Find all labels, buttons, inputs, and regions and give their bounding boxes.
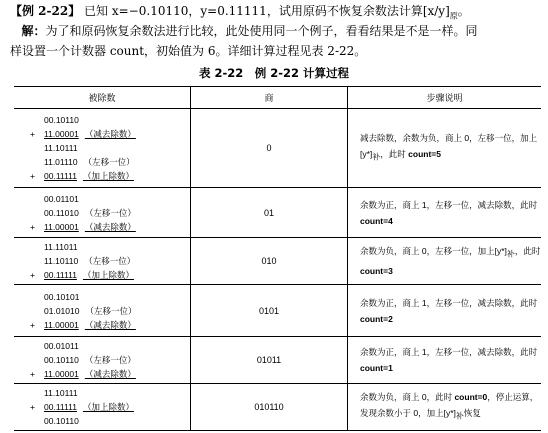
binary-value: 00.10110 (44, 416, 79, 426)
binary-value: 00.01101 (44, 193, 79, 204)
desc-part-desc-a: 余数为正，商上 1，左移一位，减去除数，此时 (360, 347, 538, 357)
step-label: （左移一位） (83, 157, 135, 167)
step-description (348, 109, 542, 188)
step-label: （左移一位） (84, 355, 136, 365)
binary-value: 11.10110 (44, 256, 79, 266)
desc-part-desc-count: count=1 (360, 363, 393, 373)
desc-part-desc-a: 余数为负，商上 0，此时 (360, 392, 455, 403)
desc-part-desc-a: 余数为负，商上 0，左移一位，加上[y*] (360, 246, 507, 257)
calc-line (30, 268, 190, 282)
table-row (14, 188, 541, 238)
table-caption: 表 2-22 例 2-22 计算过程 (198, 66, 350, 80)
quotient-cell: 01011 (191, 337, 348, 384)
header-quotient: 商 (191, 87, 348, 109)
table-row (14, 238, 541, 285)
calc-line (44, 414, 190, 428)
binary-value: 11.01110 (44, 157, 78, 167)
calc-line (44, 304, 190, 318)
operator-sign: + (30, 221, 35, 232)
step-label: （加上除数） (82, 171, 134, 181)
desc-part-desc-count: count=0 (454, 392, 488, 403)
header-dividend: 被除数 (14, 87, 191, 109)
binary-value: 01.01010 (44, 305, 80, 316)
step-label: （左移一位） (84, 207, 136, 218)
calc-line (44, 386, 190, 400)
step-description (348, 238, 542, 285)
calc-line (30, 169, 190, 183)
step-label: （加上除数） (82, 402, 134, 412)
dividend-cell (14, 238, 191, 285)
binary-value: 00.10101 (44, 291, 80, 302)
binary-value: 11.10111 (44, 388, 78, 398)
operator-sign: + (30, 171, 35, 181)
step-description (348, 384, 542, 431)
problem-end: 。 (457, 4, 470, 18)
binary-value: 11.00001 (44, 221, 79, 232)
quotient-cell: 0 (191, 109, 348, 188)
calc-line (44, 290, 190, 304)
step-label: （左移一位） (84, 256, 136, 266)
solution-line-2 (10, 40, 540, 62)
operator-sign: + (30, 319, 35, 330)
desc-part-desc-c: ，停止运算，发现余数小于 0，加上[y*] (360, 392, 539, 419)
binary-value: 11.10111 (44, 143, 78, 153)
table-header-row (14, 87, 541, 109)
solution-text-2: 样设置一个计数器 count，初始值为 6。详细计算过程见表 2-22。 (10, 44, 367, 58)
calc-line (44, 339, 190, 353)
dividend-cell (14, 285, 191, 337)
operator-sign: + (30, 270, 35, 280)
calc-line (44, 155, 190, 169)
quotient-cell: 010 (191, 238, 348, 285)
step-description (348, 337, 542, 384)
step-label: （加上除数） (82, 270, 134, 280)
quotient-cell: 010110 (191, 384, 348, 431)
binary-value: 11.00001 (44, 129, 79, 139)
desc-part-desc-b: ，此时 (514, 246, 541, 257)
calc-line (44, 206, 190, 220)
problem-subscript: 原 (449, 11, 458, 21)
desc-part-desc-a: 余数为正，商上 1，左移一位，减去除数，此时 (360, 297, 538, 308)
desc-part-desc-count: count=5 (408, 149, 441, 160)
step-label: （左移一位） (85, 305, 137, 316)
binary-value: 11.00001 (44, 369, 79, 379)
calc-line (44, 353, 190, 367)
table-row (14, 384, 541, 431)
desc-part-desc-a: 余数为正，商上 1，左移一位，减去除数，此时 (360, 199, 538, 210)
operator-sign: + (30, 369, 35, 379)
binary-value: 00.11111 (44, 270, 77, 280)
desc-part-desc-count: count=4 (360, 215, 393, 226)
calc-line (30, 127, 190, 141)
step-label: （减去除数） (84, 129, 136, 139)
calc-line (30, 318, 190, 332)
quotient-cell: 0101 (191, 285, 348, 337)
desc-part-desc-count: count=2 (360, 313, 393, 324)
step-description (348, 188, 542, 238)
step-label: （减去除数） (84, 319, 136, 330)
binary-value: 00.01011 (44, 341, 79, 351)
desc-part-desc-a: 减去除数，余数为负，商上 0，左移一位，加上[y*] (360, 133, 538, 160)
calc-line (44, 192, 190, 206)
table-row (14, 285, 541, 337)
binary-value: 00.11111 (44, 402, 77, 412)
step-label: （减去除数） (84, 221, 136, 232)
desc-part-desc-d: 恢复 (463, 408, 481, 419)
calc-line (30, 220, 190, 234)
solution-label: 解： (21, 24, 46, 38)
operator-sign: + (30, 129, 35, 139)
header-steps: 步骤说明 (348, 87, 542, 109)
dividend-cell (14, 188, 191, 238)
table-row (14, 109, 541, 188)
desc-part-desc-b: ，此时 (380, 149, 409, 160)
binary-value: 00.10110 (44, 355, 79, 365)
desc-part-desc-sub: 补 (506, 249, 515, 259)
calc-line (30, 400, 190, 414)
calc-line (44, 141, 190, 155)
table-row (14, 337, 541, 384)
solution-text-1: 为了和原码恢复余数法进行比较，此处使用同一个例子，看看结果是不是一样。同 (45, 24, 478, 38)
calc-line (30, 367, 190, 381)
dividend-cell (14, 337, 191, 384)
solution-line-1 (10, 20, 540, 42)
desc-part-desc-sub2: 补 (455, 411, 464, 421)
binary-value: 00.11111 (44, 171, 77, 181)
calc-line (44, 240, 190, 254)
step-label: （减去除数） (84, 369, 136, 379)
problem-text: 已知 x=−0.10110，y=0.11111，试用原码不恢复余数法计算[x/y] (84, 4, 450, 18)
calc-line (44, 254, 190, 268)
binary-value: 00.10110 (44, 115, 79, 125)
quotient-cell: 01 (191, 188, 348, 238)
dividend-cell (14, 384, 191, 431)
operator-sign: + (30, 402, 35, 412)
binary-value: 00.11010 (44, 207, 79, 218)
example-label: 【例 2-22】 (10, 4, 81, 18)
table-body (14, 109, 541, 431)
dividend-cell (14, 109, 191, 188)
binary-value: 11.00001 (44, 319, 79, 330)
calc-line (44, 113, 190, 127)
desc-part-desc-count: count=3 (360, 265, 393, 276)
step-description (348, 285, 542, 337)
binary-value: 11.11011 (44, 242, 78, 252)
desc-part-desc-sub: 补 (372, 152, 381, 162)
calculation-table (14, 86, 541, 431)
